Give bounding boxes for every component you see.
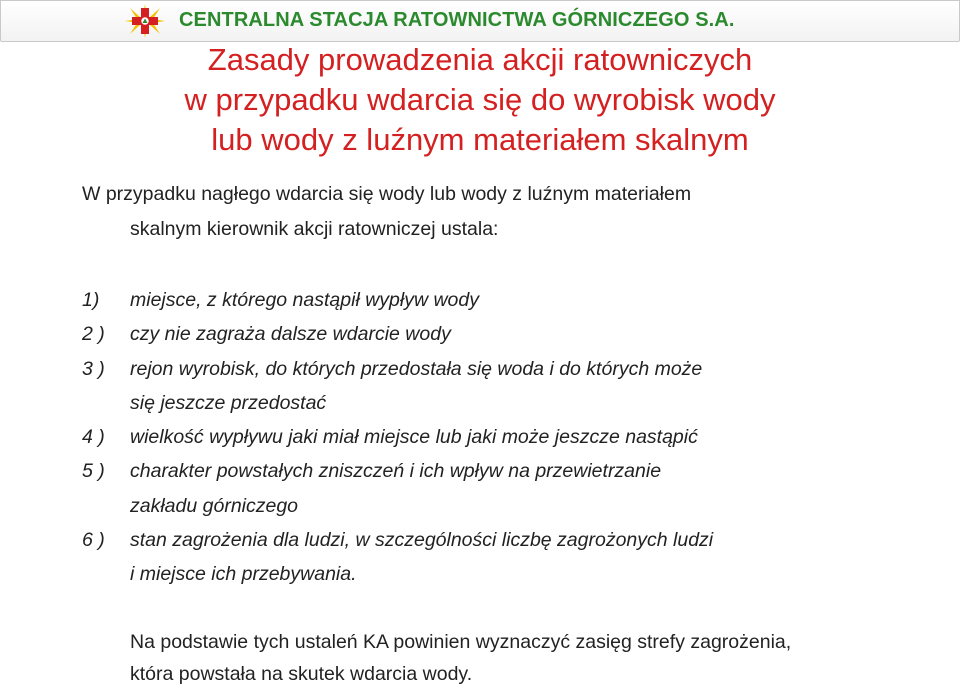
list-item [82,454,942,523]
list-item-text: miejsce, z którego nastąpił wypływ wody [130,289,479,311]
list-item-number: 3 ) [82,357,105,380]
page-title [0,40,960,160]
list-item-text: się jeszcze przedostać [130,391,327,414]
list-item [82,283,942,317]
footer-paragraph [130,626,940,690]
list-item-text: rejon wyrobisk, do których przedostała się woda i do których może [130,357,703,380]
footer-line: Na podstawie tych ustaleń KA powinien wyznaczyć zasięg strefy zagrożenia, [130,631,792,653]
footer-line: która powstała na skutek wdarcia wody. [130,663,473,685]
intro-paragraph [82,177,932,247]
list-item-number: 1) [82,289,100,311]
list-item-text: zakładu górniczego [130,494,299,517]
list-item [82,317,942,351]
list-item-number: 5 ) [82,460,105,483]
mine-rescue-cross-emblem-icon [123,3,167,39]
intro-line: skalnym kierownik akcji ratowniczej ustala: [130,218,499,240]
list-item-number: 4 ) [82,426,105,449]
list-item-text: i miejsce ich przebywania. [130,563,357,586]
list-item-text: charakter powstałych zniszczeń i ich wpływ na przewietrzanie [130,460,662,483]
list-item-text: wielkość wypływu jaki miał miejsce lub jaki może jeszcze nastąpić [130,426,698,449]
list-item-number: 6 ) [82,529,105,552]
header-bar [0,0,960,42]
list-item-text: stan zagrożenia dla ludzi, w szczególności liczbę zagrożonych ludzi [130,529,714,552]
intro-line: W przypadku nagłego wdarcia się wody lub wody z luźnym materiałem [82,183,692,205]
title-line: Zasady prowadzenia akcji ratowniczych [207,42,753,77]
title-line: w przypadku wdarcia się do wyrobisk wody [184,82,776,117]
list-item [82,420,942,454]
title-line: lub wody z luźnym materiałem skalnym [211,122,749,157]
list-item-text: czy nie zagraża dalsze wdarcie wody [130,323,451,346]
list-item [82,523,942,592]
list-item-number: 2 ) [82,323,105,346]
list-item [82,352,942,421]
company-name: CENTRALNA STACJA RATOWNICTWA GÓRNICZEGO S.A. [179,9,735,31]
numbered-list [82,283,942,592]
